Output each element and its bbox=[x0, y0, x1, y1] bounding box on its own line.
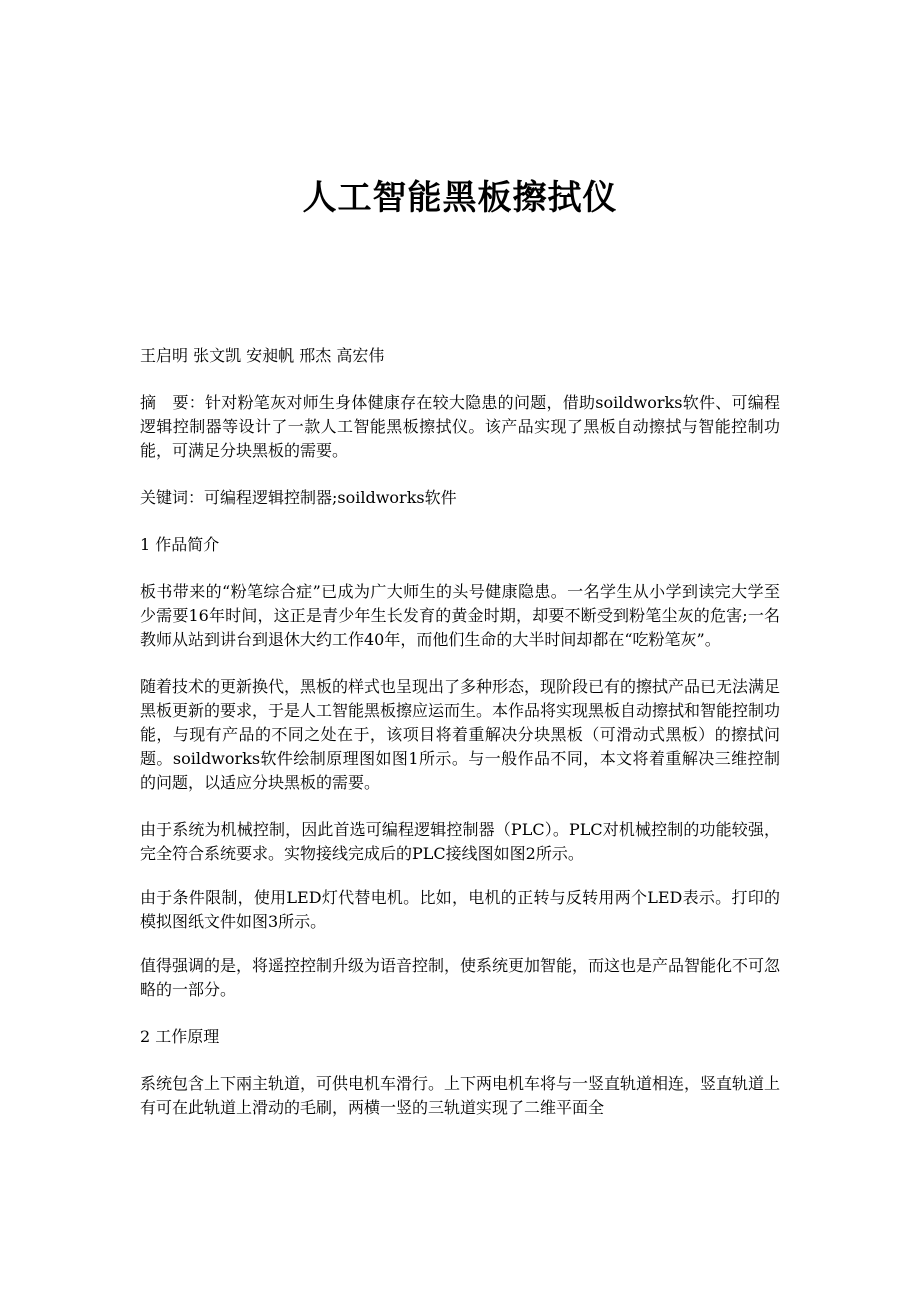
section-heading: 2 工作原理 bbox=[140, 1027, 220, 1046]
body-paragraph: 由于系统为机械控制，因此首选可编程逻辑控制器（PLC）。PLC对机械控制的功能较强，完全符合系统要求。实物接线完成后的PLC接线图如图2所示。 bbox=[140, 820, 780, 863]
document-body bbox=[140, 344, 780, 1143]
document-title: 人工智能黑板擦拭仪 bbox=[302, 178, 618, 218]
body-paragraph: 系统包含上下兩主轨道，可供电机车滑行。上下两电机车将与一竖直轨道相连，竖直轨道上有可在此轨道上滑动的毛刷，两横一竖的三轨道实现了二维平面全 bbox=[140, 1074, 781, 1117]
body-paragraph: 由于条件限制，使用LED灯代替电机。比如，电机的正转与反转用两个LED表示。打印的模拟图纸文件如图3所示。 bbox=[140, 888, 780, 931]
keywords-line: 关键词：可编程逻辑控制器;soildworks软件 bbox=[140, 488, 457, 507]
author-list: 王启明 张文凯 安昶帆 邢杰 高宏伟 bbox=[140, 346, 385, 365]
body-paragraph: 值得强调的是，将遥控控制升级为语音控制，使系统更加智能，而这也是产品智能化不可忽略的一部分。 bbox=[140, 956, 781, 999]
body-paragraph: 随着技术的更新换代，黑板的样式也呈现出了多种形态，现阶段已有的擦拭产品已无法满足黑板更新的要求，于是人工智能黑板擦应运而生。本作品将实现黑板自动擦拭和智能控制功能，与现有产品的不同之处在于，该项目将着重解决分块黑板（可滑动式黑板）的擦拭问题。soildworks软件绘制原理图如图1所示。与一般作品不同，本文将着重解决三维控制的问题，以适应分块黑板的需要。 bbox=[140, 677, 781, 792]
abstract-paragraph: 摘 要：针对粉笔灰对师生身体健康存在较大隐患的问题，借助soildworks软件、可编程逻辑控制器等设计了一款人工智能黑板擦拭仪。该产品实现了黑板自动擦拭与智能控制功能，可满足分块黑板的需要。 bbox=[140, 393, 780, 460]
section-heading: 1 作品简介 bbox=[140, 535, 220, 554]
body-paragraph: 板书带来的“粉笔综合症”已成为广大师生的头号健康隐患。一名学生从小学到读完大学至少需要16年时间，这正是青少年生长发育的黄金时期，却要不断受到粉笔尘灰的危害;一名教师从站到讲台到退休大约工作40年，而他们生命的大半时间却都在“吃粉笔灰”。 bbox=[140, 582, 780, 649]
